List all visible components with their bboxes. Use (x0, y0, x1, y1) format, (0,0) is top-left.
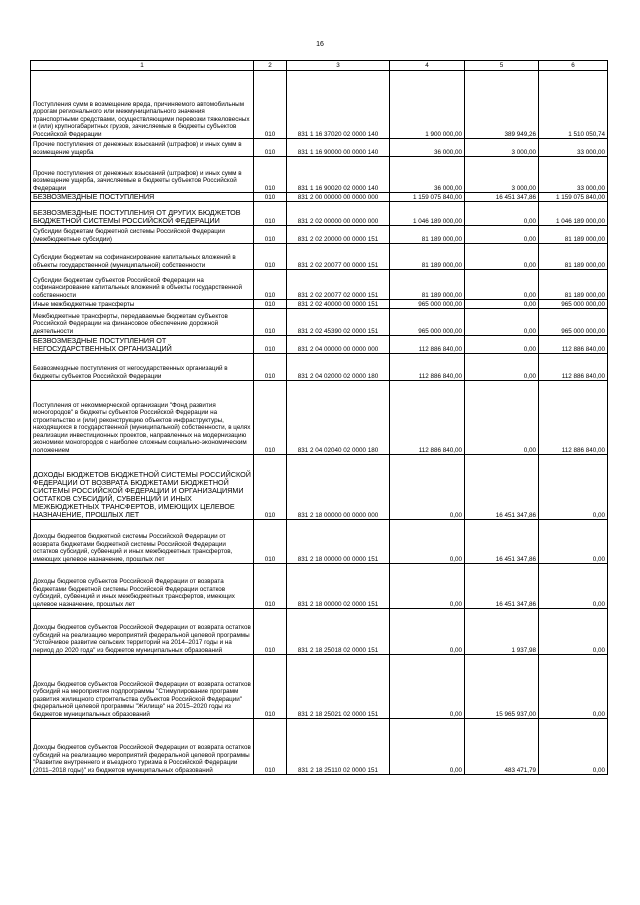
row-unexecuted-amount: 0,00 (539, 609, 608, 655)
row-unexecuted-amount: 0,00 (539, 719, 608, 775)
row-unexecuted-amount: 81 189 000,00 (539, 270, 608, 300)
row-code: 010 (254, 270, 287, 300)
row-name: БЕЗВОЗМЕЗДНЫЕ ПОСТУПЛЕНИЯ ОТ ДРУГИХ БЮДЖЕТОВ БЮДЖЕТНОЙ СИСТЕМЫ РОССИЙСКОЙ ФЕДЕРАЦИИ (31, 202, 254, 226)
row-unexecuted-amount: 1 510 050,74 (539, 71, 608, 139)
row-code: 010 (254, 719, 287, 775)
row-unexecuted-amount: 0,00 (539, 455, 608, 520)
table-row (31, 226, 608, 244)
table-row (31, 381, 608, 455)
row-name: Поступления сумм в возмещение вреда, причиняемого автомобильным дорогам регионального или межмуниципального значения транспортными средствами, осуществляющими перевозки тяжеловесных и (или) крупногабаритных грузов, зачисляемые в бюджеты субъектов Российской Федерации (31, 71, 254, 139)
row-kbk-code: 831 2 04 00000 00 0000 000 (287, 336, 390, 354)
table-row (31, 300, 608, 309)
row-approved-amount: 0,00 (390, 719, 465, 775)
revenue-table (30, 60, 608, 775)
row-executed-amount: 15 965 937,00 (465, 655, 539, 719)
row-kbk-code: 831 2 18 25018 02 0000 151 (287, 609, 390, 655)
row-code: 010 (254, 609, 287, 655)
row-name: Безвозмездные поступления от негосударственных организаций в бюджеты субъектов Российской Федерации (31, 354, 254, 381)
row-executed-amount: 0,00 (465, 270, 539, 300)
row-code: 010 (254, 193, 287, 202)
row-executed-amount: 0,00 (465, 336, 539, 354)
row-unexecuted-amount: 112 886 840,00 (539, 381, 608, 455)
row-name: Субсидии бюджетам субъектов Российской Федерации на софинансирование капитальных вложений в объекты государственной собственности (31, 270, 254, 300)
row-kbk-code: 831 2 18 25021 02 0000 151 (287, 655, 390, 719)
row-executed-amount: 16 451 347,86 (465, 564, 539, 609)
row-code: 010 (254, 226, 287, 244)
row-approved-amount: 36 000,00 (390, 157, 465, 193)
row-approved-amount: 965 000 000,00 (390, 300, 465, 309)
row-name: БЕЗВОЗМЕЗДНЫЕ ПОСТУПЛЕНИЯ ОТ НЕГОСУДАРСТВЕННЫХ ОРГАНИЗАЦИЙ (31, 336, 254, 354)
row-name: Доходы бюджетов субъектов Российской Федерации от возврата остатков субсидий на мероприятия подпрограммы "Стимулирование программ развития жилищного строительства субъектов Российской Федерации" федеральной целевой программы "Жилище" на 2015–2020 годы из бюджетов муниципальных образований (31, 655, 254, 719)
row-name: Поступления от некоммерческой организации "Фонд развития моногородов" в бюджеты субъектов Российской Федерации на строительство и (или) реконструкцию объектов инфраструктуры, находящихся в государственной (муниципальной) собственности, в целях реализации инвестиционных проектов, направленных на модернизацию экономики моногородов с наиболее сложным социально-экономическим положением (31, 381, 254, 455)
row-code: 010 (254, 381, 287, 455)
row-name: Доходы бюджетов субъектов Российской Федерации от возврата остатков субсидий на реализацию мероприятий федеральной целевой программы "Устойчивое развитие сельских территорий на 2014–2017 годы и на период до 2020 года" из бюджетов муниципальных образований (31, 609, 254, 655)
row-approved-amount: 81 189 000,00 (390, 270, 465, 300)
row-name: ДОХОДЫ БЮДЖЕТОВ БЮДЖЕТНОЙ СИСТЕМЫ РОССИЙСКОЙ ФЕДЕРАЦИИ ОТ ВОЗВРАТА БЮДЖЕТАМИ БЮДЖЕТНОЙ СИСТЕМЫ РОССИЙСКОЙ ФЕДЕРАЦИИ И ОРГАНИЗАЦИЯМИ ОСТАТКОВ СУБСИДИЙ, СУБВЕНЦИЙ И ИНЫХ МЕЖБЮДЖЕТНЫХ ТРАНСФЕРТОВ, ИМЕЮЩИХ ЦЕЛЕВОЕ НАЗНАЧЕНИЕ, ПРОШЛЫХ ЛЕТ (31, 455, 254, 520)
row-executed-amount: 0,00 (465, 300, 539, 309)
row-executed-amount: 3 000,00 (465, 157, 539, 193)
row-executed-amount: 389 949,26 (465, 71, 539, 139)
row-code: 010 (254, 520, 287, 564)
row-code: 010 (254, 309, 287, 336)
row-executed-amount: 0,00 (465, 202, 539, 226)
table-row (31, 270, 608, 300)
row-executed-amount: 0,00 (465, 381, 539, 455)
table-row (31, 655, 608, 719)
row-code: 010 (254, 655, 287, 719)
row-code: 010 (254, 157, 287, 193)
page-number: 16 (316, 41, 324, 48)
row-code: 010 (254, 336, 287, 354)
row-name: Прочие поступления от денежных взысканий (штрафов) и иных сумм в возмещение ущерба, зачисляемые в бюджеты субъектов Российской Федерации (31, 157, 254, 193)
row-executed-amount: 0,00 (465, 244, 539, 270)
row-unexecuted-amount: 33 000,00 (539, 139, 608, 157)
row-unexecuted-amount: 112 886 840,00 (539, 336, 608, 354)
row-name: Прочие поступления от денежных взысканий (штрафов) и иных сумм в возмещение ущерба (31, 139, 254, 157)
row-kbk-code: 831 2 02 40000 00 0000 151 (287, 300, 390, 309)
table-row (31, 564, 608, 609)
row-approved-amount: 112 886 840,00 (390, 381, 465, 455)
row-code: 010 (254, 244, 287, 270)
row-executed-amount: 0,00 (465, 354, 539, 381)
row-approved-amount: 112 886 840,00 (390, 354, 465, 381)
table-row (31, 139, 608, 157)
row-approved-amount: 112 886 840,00 (390, 336, 465, 354)
row-kbk-code: 831 2 18 00000 00 0000 000 (287, 455, 390, 520)
row-executed-amount: 16 451 347,86 (465, 455, 539, 520)
table-row (31, 719, 608, 775)
row-code: 010 (254, 71, 287, 139)
header-col-6: 6 (539, 61, 608, 71)
row-name: Субсидии бюджетам на софинансирование капитальных вложений в объекты государственной (муниципальной) собственности (31, 244, 254, 270)
header-col-4: 4 (390, 61, 465, 71)
row-kbk-code: 831 2 02 45390 02 0000 151 (287, 309, 390, 336)
row-unexecuted-amount: 0,00 (539, 655, 608, 719)
row-kbk-code: 831 1 16 90020 02 0000 140 (287, 157, 390, 193)
row-approved-amount: 0,00 (390, 609, 465, 655)
row-kbk-code: 831 2 18 00000 02 0000 151 (287, 564, 390, 609)
row-approved-amount: 81 189 000,00 (390, 244, 465, 270)
row-code: 010 (254, 354, 287, 381)
row-approved-amount: 0,00 (390, 655, 465, 719)
row-name: Субсидии бюджетам бюджетной системы Российской Федерации (межбюджетные субсидии) (31, 226, 254, 244)
row-code: 010 (254, 564, 287, 609)
row-executed-amount: 483 471,79 (465, 719, 539, 775)
table-row (31, 354, 608, 381)
row-name: Доходы бюджетов бюджетной системы Российской Федерации от возврата бюджетами бюджетной системы Российской Федерации остатков субсидий, субвенций и иных межбюджетных трансфертов, имеющих целевое назначение, прошлых лет (31, 520, 254, 564)
row-approved-amount: 0,00 (390, 455, 465, 520)
header-col-2: 2 (254, 61, 287, 71)
row-unexecuted-amount: 1 159 075 840,00 (539, 193, 608, 202)
table-row (31, 71, 608, 139)
table-row (31, 309, 608, 336)
row-executed-amount: 3 000,00 (465, 139, 539, 157)
row-kbk-code: 831 2 02 20077 00 0000 151 (287, 244, 390, 270)
row-executed-amount: 16 451 347,86 (465, 193, 539, 202)
row-kbk-code: 831 2 18 25110 02 0000 151 (287, 719, 390, 775)
row-name: Доходы бюджетов субъектов Российской Федерации от возврата остатков субсидий на реализацию мероприятий федеральной целевой программы "Развитие внутреннего и въездного туризма в Российской Федерации (2011–2018 годы)" из бюджетов муниципальных образований (31, 719, 254, 775)
row-unexecuted-amount: 33 000,00 (539, 157, 608, 193)
row-unexecuted-amount: 1 046 189 000,00 (539, 202, 608, 226)
row-executed-amount: 16 451 347,86 (465, 520, 539, 564)
row-approved-amount: 1 159 075 840,00 (390, 193, 465, 202)
row-approved-amount: 1 046 189 000,00 (390, 202, 465, 226)
row-kbk-code: 831 2 18 00000 00 0000 151 (287, 520, 390, 564)
row-kbk-code: 831 2 04 02040 02 0000 180 (287, 381, 390, 455)
table-row (31, 202, 608, 226)
table-row (31, 193, 608, 202)
row-approved-amount: 0,00 (390, 564, 465, 609)
table-row (31, 455, 608, 520)
row-kbk-code: 831 2 02 00000 00 0000 000 (287, 202, 390, 226)
table-row (31, 244, 608, 270)
row-unexecuted-amount: 0,00 (539, 564, 608, 609)
row-approved-amount: 36 000,00 (390, 139, 465, 157)
table-row (31, 336, 608, 354)
row-executed-amount: 1 937,98 (465, 609, 539, 655)
row-name: БЕЗВОЗМЕЗДНЫЕ ПОСТУПЛЕНИЯ (31, 193, 254, 202)
header-col-3: 3 (287, 61, 390, 71)
row-kbk-code: 831 1 16 90000 00 0000 140 (287, 139, 390, 157)
row-name: Доходы бюджетов субъектов Российской Федерации от возврата бюджетами бюджетной системы Российской Федерации остатков субсидий, субвенций и иных межбюджетных трансфертов, имеющих целевое назначение, прошлых лет (31, 564, 254, 609)
table-header-row (31, 61, 608, 71)
row-unexecuted-amount: 81 189 000,00 (539, 226, 608, 244)
row-code: 010 (254, 139, 287, 157)
row-kbk-code: 831 2 00 00000 00 0000 000 (287, 193, 390, 202)
table-row (31, 609, 608, 655)
row-code: 010 (254, 202, 287, 226)
row-unexecuted-amount: 965 000 000,00 (539, 309, 608, 336)
row-code: 010 (254, 300, 287, 309)
header-col-1: 1 (31, 61, 254, 71)
row-executed-amount: 0,00 (465, 226, 539, 244)
header-col-5: 5 (465, 61, 539, 71)
row-unexecuted-amount: 112 886 840,00 (539, 354, 608, 381)
row-kbk-code: 831 1 16 37020 02 0000 140 (287, 71, 390, 139)
row-kbk-code: 831 2 04 02000 02 0000 180 (287, 354, 390, 381)
row-unexecuted-amount: 0,00 (539, 520, 608, 564)
row-unexecuted-amount: 81 189 000,00 (539, 244, 608, 270)
row-kbk-code: 831 2 02 20000 00 0000 151 (287, 226, 390, 244)
row-approved-amount: 965 000 000,00 (390, 309, 465, 336)
row-kbk-code: 831 2 02 20077 02 0000 151 (287, 270, 390, 300)
row-executed-amount: 0,00 (465, 309, 539, 336)
row-name: Межбюджетные трансферты, передаваемые бюджетам субъектов Российской Федерации на финансовое обеспечение дорожной деятельности (31, 309, 254, 336)
row-unexecuted-amount: 965 000 000,00 (539, 300, 608, 309)
table-row (31, 157, 608, 193)
row-approved-amount: 0,00 (390, 520, 465, 564)
row-name: Иные межбюджетные трансферты (31, 300, 254, 309)
table-row (31, 520, 608, 564)
row-approved-amount: 81 189 000,00 (390, 226, 465, 244)
row-code: 010 (254, 455, 287, 520)
row-approved-amount: 1 900 000,00 (390, 71, 465, 139)
